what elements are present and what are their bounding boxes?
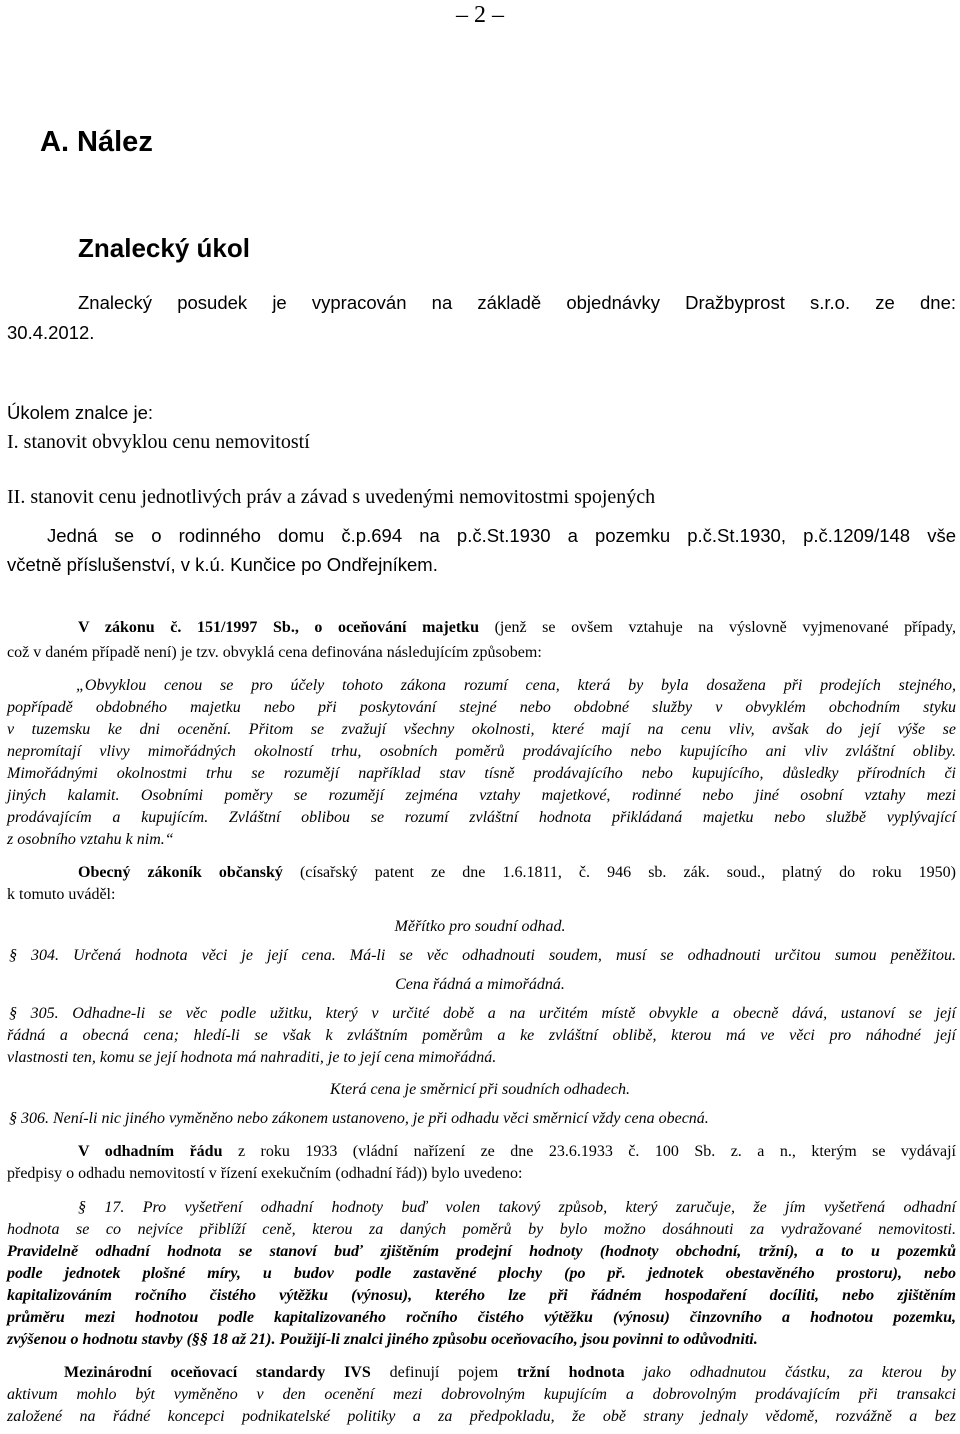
paragraph-17-line-7: zvýšenou o hodnotu stavby (§§ 18 až 21). Použijí-li znalci jiného způsobu oceňovacího, jsou povinni to odůvodniti. — [7, 1331, 758, 1348]
estimation-order-line-2: předpisy o odhadu nemovitostí v řízení exekučním (odhadní řád)) bylo uvedeno: — [7, 1165, 523, 1182]
paragraph-305-line-3: vlastnosti ten, komu se její hodnota má nahraditi, je to její cena mimořádná. — [7, 1049, 497, 1066]
civil-code-line-2: k tomuto uváděl: — [7, 886, 116, 903]
paragraph-306: § 306. Není-li nic jiného vyměněno nebo zákonem ustanoveno, je při odhadu věci směrnicí vždy cena obecná. — [9, 1110, 709, 1127]
paragraph-17-line-3: Pravidelně odhadní hodnota se stanoví buď zjištěním prodejní hodnoty (hodnoty obchodní, tržní), a to u pozemků — [7, 1243, 956, 1260]
quote-line-1: „Obvyklou cenou se pro účely tohoto zákona rozumí cena, která by byla dosažena při prodejích stejného, — [76, 677, 956, 694]
law-line-2: což v daném případě není) je tzv. obvyklá cena definována následujícím způsobem: — [7, 644, 542, 661]
quote-line-5: Mimořádnými okolnostmi trhu se rozumějí například stav tísně prodávajícího nebo kupujícího, důsledky přírodních či — [7, 765, 956, 782]
paragraph-305-line-2: řádná a obecná cena; hledí-li se však k zvláštním poměrům a ke zvláštní oblibě, kterou má ve věci pro náhodné její — [7, 1027, 956, 1044]
quote-line-4: nepromítají vlivy mimořádných okolností trhu, osobních poměrů prodávajícího nebo kupujícího ani vliv zvláštní obliby. — [7, 743, 956, 760]
estimation-order-line-1: V odhadním řádu z roku 1933 (vládní nařízení ze dne 23.6.1933 č. 100 Sb. z. a n., kterým se vydávají — [78, 1143, 957, 1160]
property-line-2: včetně příslušenství, v k.ú. Kunčice po Ondřejníkem. — [7, 554, 438, 575]
estimation-order-title: V odhadním řádu — [78, 1143, 223, 1160]
paragraph-17-line-6: průměru mezi hodnotou podle kapitalizovaného ročního čistého výtěžku (výnosu) činzovního a hodnotou pozemku, — [7, 1309, 956, 1326]
paragraph-17-line-2: hodnota se co nejvíce přiblíží ceně, kterou za daných poměrů by bylo možno dosáhnouti za vydražované nemovitosti. — [7, 1221, 956, 1238]
ivs-line-1: Mezinárodní oceňovací standardy IVS definují pojem tržní hodnota jako odhadnutou částku, za kterou by — [64, 1364, 956, 1381]
task-item-2: II. stanovit cenu jednotlivých práv a závad s uvedenými nemovitostmi spojených — [7, 486, 656, 508]
paragraph-17-line-5: kapitalizováním ročního čistého výtěžku (výnosu), kterého lze při řádném hospodaření docíliti, nebo zjištěním — [7, 1287, 956, 1304]
quote-line-3: v tuzemsku ke dni ocenění. Přitom se zvažují všechny okolnosti, které mají na cenu vliv, avšak do její výše se — [7, 721, 956, 738]
paragraph-17-line-4: podle jednotek plošné míry, u budov podle zastavěné plochy (po př. jednotek obestavěného prostoru), nebo — [7, 1265, 956, 1282]
subsection-title: Znalecký úkol — [78, 233, 250, 263]
civil-code-line-1: Obecný zákoník občanský (císařský patent ze dne 1.6.1811, č. 946 sb. zák. soud., platný do roku 1950) — [78, 864, 956, 881]
paragraph-17-line-1: § 17. Pro vyšetření odhadní hodnoty buď volen takový způsob, který zaručuje, že jím vyšetřená odhadní — [78, 1199, 956, 1216]
paragraph-305-line-1: § 305. Odhadne-li se věc podle užitku, který v určité době a na určitém místě obvykle a obecně dává, ustanoví se její — [9, 1005, 956, 1022]
paragraph-304: § 304. Určená hodnota věci je její cena. Má-li se věc odhadnouti soudem, musí se odhadnouti určitou sumou peněžitou. — [9, 947, 956, 964]
tasks-heading: Úkolem znalce je: — [7, 402, 154, 423]
order-line-1: Znalecký posudek je vypracován na základě objednávky Dražbyprost s.r.o. ze dne: — [78, 292, 956, 313]
civil-code-heading-3: Která cena je směrnicí při soudních odhadech. — [330, 1081, 630, 1098]
law-title: V zákonu č. 151/1997 Sb., o oceňování majetku — [78, 619, 479, 636]
civil-code-heading-1: Měřítko pro soudní odhad. — [394, 918, 566, 935]
ivs-line-2: aktivum mohlo být vyměněno v den ocenění mezi dobrovolným kupujícím a dobrovolným prodávajícím při transakci — [7, 1386, 956, 1403]
quote-line-6: jiných kalamit. Osobními poměry se rozumějí zejména vztahy majetkové, rodinné nebo jiné osobní vztahy mezi — [7, 787, 956, 804]
quote-line-2: popřípadě obdobného majetku nebo při poskytování stejné nebo obdobné služby v obvyklém obchodním styku — [7, 699, 956, 716]
section-title: A. Nález — [40, 126, 153, 158]
ivs-line-3: založené na řádné koncepci podnikatelské politiky a za předpokladu, že obě strany jednaly vědomě, rozvážně a bez — [7, 1408, 956, 1425]
task-item-1: I. stanovit obvyklou cenu nemovitostí — [7, 431, 310, 453]
quote-line-7: prodávajícím a kupujícím. Zvláštní oblibou se rozumí zvláštní hodnota přikládaná majetku nebo službě vyplývající — [7, 809, 956, 826]
quote-line-8: z osobního vztahu k nim.“ — [7, 831, 174, 848]
order-line-2: 30.4.2012. — [7, 322, 95, 343]
market-value-term: tržní hodnota — [516, 1364, 625, 1381]
civil-code-title: Obecný zákoník občanský — [78, 864, 283, 881]
law-line-1: V zákonu č. 151/1997 Sb., o oceňování majetku (jenž se ovšem vztahuje na výslovně vyjmenované případy, — [78, 619, 957, 636]
ivs-title: Mezinárodní oceňovací standardy IVS — [64, 1364, 371, 1381]
page-number: – 2 – — [456, 2, 504, 28]
civil-code-heading-2: Cena řádná a mimořádná. — [395, 976, 565, 993]
property-line-1: Jedná se o rodinného domu č.p.694 na p.č.St.1930 a pozemku p.č.St.1930, p.č.1209/148 vše — [47, 525, 956, 546]
